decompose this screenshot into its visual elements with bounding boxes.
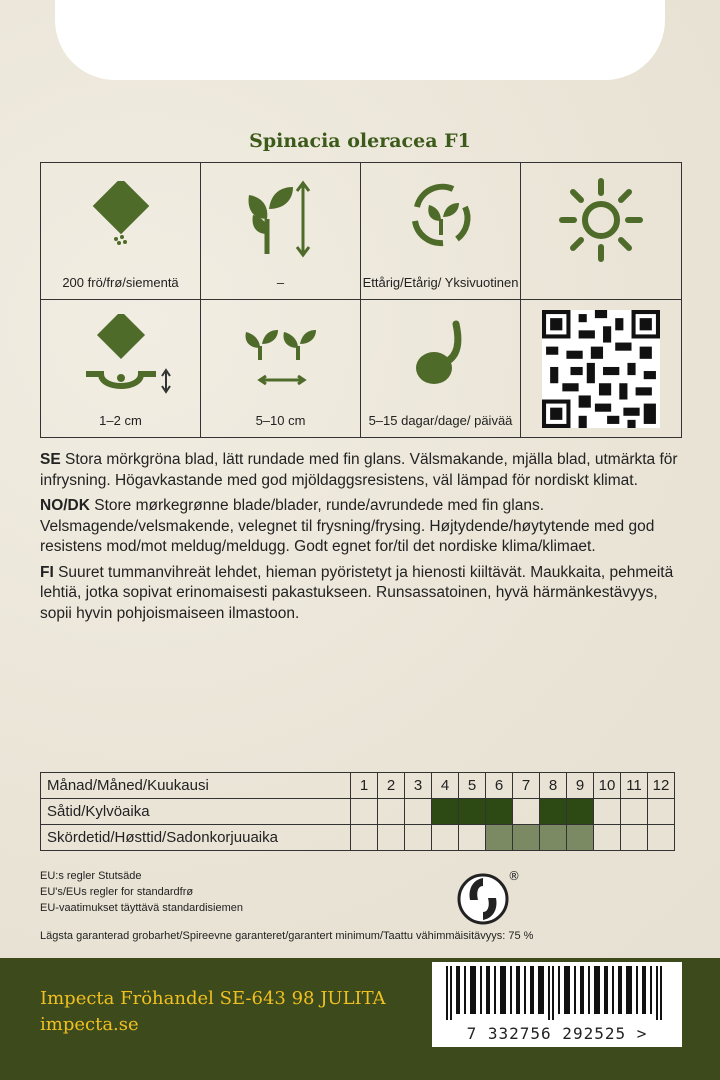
germination-guarantee: Lägsta garanterad grobarhet/Spireevne garanteret/garantert minimum/Taattu vähimmäisitävyys: 75 % xyxy=(40,930,534,942)
month-slot xyxy=(378,799,405,825)
month-slot xyxy=(405,799,432,825)
registered-mark: ® xyxy=(508,869,520,883)
product-title: Spinacia oleracea F1 xyxy=(249,130,471,152)
month-slot xyxy=(405,825,432,851)
info-cell-height xyxy=(201,163,361,300)
info-label: Ettårig/Etårig/ Yksivuotinen xyxy=(362,275,519,290)
lang-code: NO/DK xyxy=(40,497,90,514)
month-cell: 10 xyxy=(594,773,621,799)
month-cell: 5 xyxy=(459,773,486,799)
info-cell-seeds xyxy=(41,163,201,300)
month-cell: 2 xyxy=(378,773,405,799)
green-dot-recycle-icon xyxy=(456,868,520,926)
company-address-block xyxy=(40,986,386,1038)
calendar-sowing-row xyxy=(41,799,675,825)
info-cell-sun xyxy=(521,163,681,300)
description-text: Store mørkegrønne blade/blader, runde/avrundede med fin glans. Velsmagende/velsmakende, velegnet til frysning/frysing. Højtydende/høytytende med god resistens mod/mot meldug/meldugg. Godt egnet for/til det nordiske klima/klimaet. xyxy=(40,497,655,555)
month-slot xyxy=(648,799,675,825)
eu-rule-se: EU:s regler Stutsäde xyxy=(40,870,142,882)
month-slot xyxy=(351,799,378,825)
info-grid xyxy=(40,162,682,438)
info-cell-depth xyxy=(41,300,201,437)
month-cell: 11 xyxy=(621,773,648,799)
month-cell: 3 xyxy=(405,773,432,799)
month-slot xyxy=(432,799,459,825)
calendar-harvest-row xyxy=(41,825,675,851)
row-label: Skördetid/Høsttid/Sadonkorjuuaika xyxy=(41,825,351,851)
description-text: Stora mörkgröna blad, lätt rundade med fin glans. Välsmakande, mjälla blad, utmärkta för infrysning. Högavkastande med god mjöldaggsresistens, väl lämpad för nordiskt klimat. xyxy=(40,451,678,489)
month-cell: 8 xyxy=(540,773,567,799)
company-address: Impecta Fröhandel SE-643 98 JULITA xyxy=(40,988,386,1009)
month-slot xyxy=(594,825,621,851)
info-label: 1–2 cm xyxy=(99,413,142,428)
seed-packet-icon xyxy=(86,181,156,251)
annual-cycle-icon xyxy=(403,177,479,253)
sun-icon xyxy=(556,175,646,265)
description-fi xyxy=(40,563,685,625)
month-slot xyxy=(540,825,567,851)
eu-rule-fi: EU-vaatimukset täyttävä standardisiemen xyxy=(40,902,243,914)
month-slot xyxy=(351,825,378,851)
month-slot xyxy=(567,799,594,825)
month-slot xyxy=(513,799,540,825)
lang-code: SE xyxy=(40,451,61,468)
calendar-header: Månad/Måned/Kuukausi xyxy=(41,773,351,799)
month-cell: 12 xyxy=(648,773,675,799)
month-slot xyxy=(594,799,621,825)
barcode-digits: 7 332756 292525 > xyxy=(466,1024,648,1043)
info-label: 5–10 cm xyxy=(255,413,306,428)
qr-code-icon xyxy=(542,310,660,428)
plant-height-icon xyxy=(241,179,321,259)
month-slot xyxy=(621,825,648,851)
description-text: Suuret tummanvihreät lehdet, hieman pyöristetyt ja hienosti kiiltävät. Maukkaita, pehmeitä lehtiä, jotka sopivat erinomaisesti pakastukseen. Runsassatoinen, hyvä härmänkestävyys, sopii hyvin pohjoismaiseen ilmastoon. xyxy=(40,563,674,622)
ean-barcode xyxy=(432,962,682,1047)
month-slot xyxy=(567,825,594,851)
info-cell-spacing xyxy=(201,300,361,437)
month-cell: 7 xyxy=(513,773,540,799)
barcode-bars xyxy=(442,966,672,1020)
month-slot xyxy=(513,825,540,851)
info-label: – xyxy=(276,275,285,290)
eu-rules xyxy=(40,868,243,916)
month-slot xyxy=(486,799,513,825)
description-se xyxy=(40,450,685,491)
month-cell: 1 xyxy=(351,773,378,799)
plant-spacing-icon xyxy=(236,322,326,392)
info-cell-qr xyxy=(521,300,681,437)
month-slot xyxy=(432,825,459,851)
month-slot xyxy=(540,799,567,825)
company-website[interactable]: impecta.se xyxy=(40,1014,139,1035)
month-slot xyxy=(459,825,486,851)
sowing-depth-icon xyxy=(66,314,176,394)
month-slot xyxy=(378,825,405,851)
hang-tab-cutout xyxy=(55,0,665,80)
info-label: 5–15 dagar/dage/ päivää xyxy=(368,413,513,428)
sowing-calendar xyxy=(40,772,675,851)
calendar-header-row xyxy=(41,773,675,799)
description-no-dk xyxy=(40,496,685,558)
description-block xyxy=(40,450,685,629)
info-cell-annual xyxy=(361,163,521,300)
info-label: 200 frö/frø/siementä xyxy=(62,275,179,290)
month-cell: 6 xyxy=(486,773,513,799)
month-slot xyxy=(459,799,486,825)
row-label: Såtid/Kylvöaika xyxy=(41,799,351,825)
month-cell: 4 xyxy=(432,773,459,799)
lang-code: FI xyxy=(40,563,54,581)
info-cell-germination xyxy=(361,300,521,437)
germination-icon xyxy=(406,314,476,394)
month-cell: 9 xyxy=(567,773,594,799)
month-slot xyxy=(621,799,648,825)
month-slot xyxy=(486,825,513,851)
month-slot xyxy=(648,825,675,851)
eu-rule-no-dk: EU's/EUs regler for standardfrø xyxy=(40,886,194,898)
